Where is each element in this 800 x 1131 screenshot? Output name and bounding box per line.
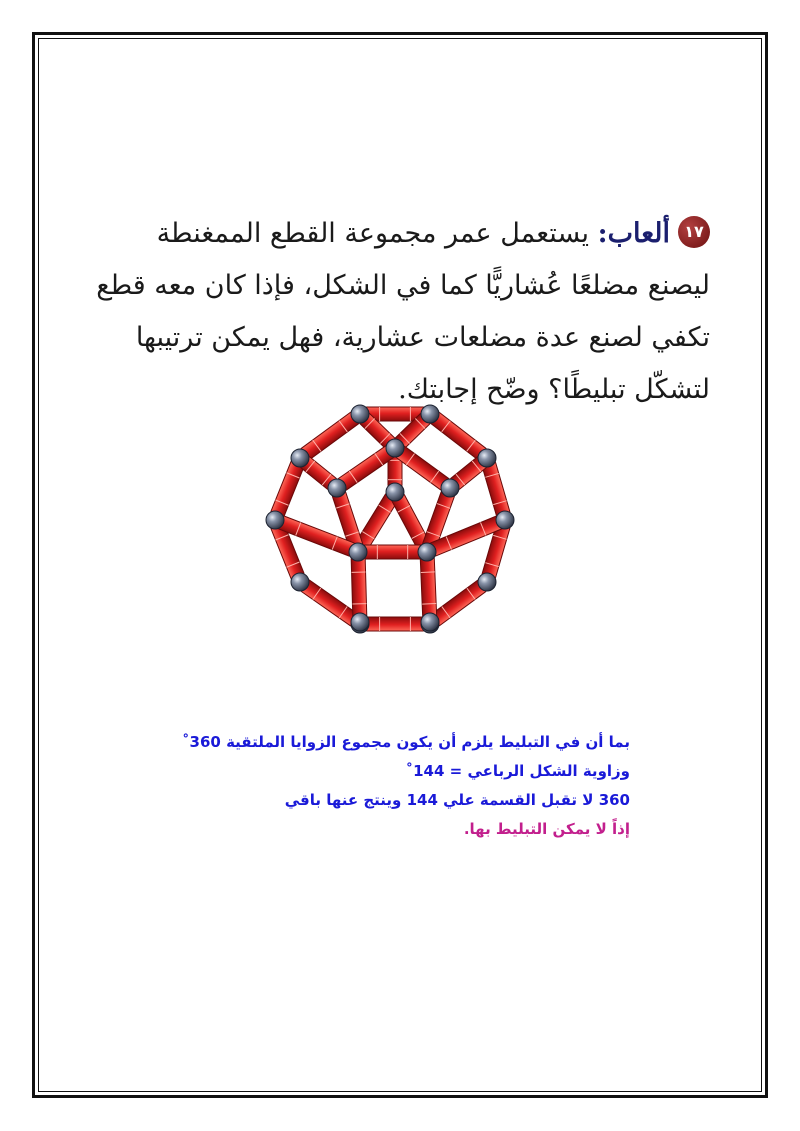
magnetic-ball bbox=[291, 449, 309, 467]
magnetic-rod bbox=[362, 545, 423, 559]
answer-block bbox=[150, 728, 630, 844]
magnetic-ball bbox=[351, 613, 369, 631]
magnetic-rod bbox=[420, 556, 437, 621]
magnetic-rod bbox=[364, 617, 426, 631]
magnetic-ball bbox=[291, 573, 309, 591]
magnetic-ball bbox=[328, 479, 346, 497]
problem-number-badge: ١٧ bbox=[678, 216, 710, 248]
magnetic-ball bbox=[266, 511, 284, 529]
answer-line-2: وزاوية الشكل الرباعي = 144˚ bbox=[405, 762, 630, 780]
problem-17 bbox=[90, 208, 710, 416]
problem-text: يستعمل عمر مجموعة القطع الممغنطة ليصنع مضلعًا عُشاريًّا كما في الشكل، فإذا كان معه قطع تكفي لصنع عدة مضلعات عشارية، فهل يمكن ترتيبها لتشكّل تبليطًا؟ وضّح إجابتك. bbox=[96, 218, 710, 405]
magnetic-ball bbox=[386, 483, 404, 501]
magnetic-ball bbox=[349, 543, 367, 561]
answer-line-3: 360 لا تقبل القسمة علي 144 وينتج عنها باقي bbox=[284, 791, 630, 809]
magnetic-ball bbox=[418, 543, 436, 561]
magnetic-ball bbox=[478, 573, 496, 591]
magnetic-ball bbox=[386, 439, 404, 457]
magnetic-rod bbox=[351, 556, 367, 620]
decagon-figure bbox=[265, 400, 525, 640]
magnetic-ball bbox=[441, 479, 459, 497]
answer-line-1: بما أن في التبليط يلزم أن يكون مجموع الزوايا الملتقية 360˚ bbox=[182, 733, 630, 751]
magnetic-ball bbox=[496, 511, 514, 529]
magnetic-rod bbox=[270, 459, 305, 519]
magnetic-ball bbox=[478, 449, 496, 467]
answer-conclusion: إذاً لا يمكن التبليط بها. bbox=[463, 820, 630, 838]
problem-label: ألعاب: bbox=[597, 218, 670, 249]
magnetic-ball bbox=[421, 613, 439, 631]
magnetic-ball bbox=[421, 405, 439, 423]
magnetic-ball bbox=[351, 405, 369, 423]
